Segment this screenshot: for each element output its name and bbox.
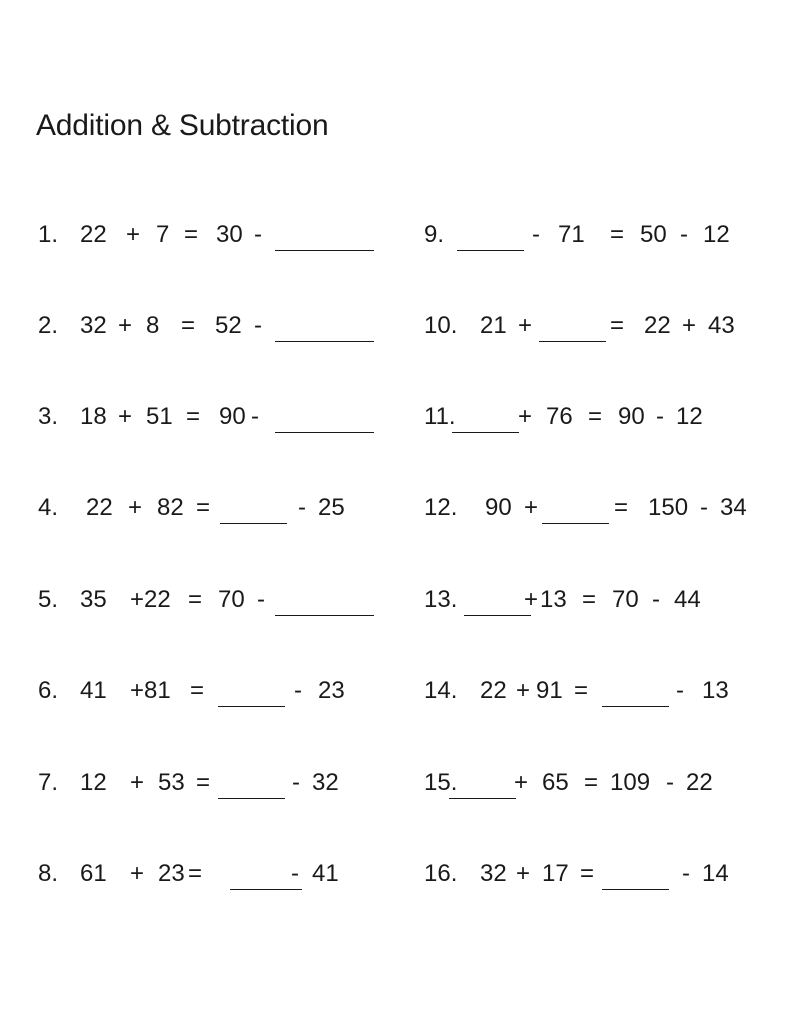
answer-blank[interactable] xyxy=(230,889,302,890)
answer-blank[interactable] xyxy=(275,615,374,616)
operator: + xyxy=(118,312,133,339)
operand: 109 xyxy=(610,769,651,796)
operand: 81 xyxy=(144,677,171,704)
equals-sign: = xyxy=(188,860,203,887)
answer-blank[interactable] xyxy=(218,798,285,799)
equals-sign: = xyxy=(196,769,211,796)
operator: - xyxy=(700,494,708,521)
operand: 13 xyxy=(540,586,567,613)
operator: + xyxy=(682,312,697,339)
operator: - xyxy=(254,312,262,339)
operand: 70 xyxy=(612,586,639,613)
operand: 41 xyxy=(312,860,339,887)
answer-blank[interactable] xyxy=(218,706,285,707)
equals-sign: = xyxy=(614,494,629,521)
operand: 8 xyxy=(146,312,160,339)
operand: 7 xyxy=(156,221,170,248)
operand: 14 xyxy=(702,860,729,887)
operand: 53 xyxy=(158,769,185,796)
operand: 12 xyxy=(80,769,107,796)
equals-sign: = xyxy=(582,586,597,613)
operand: 23 xyxy=(318,677,345,704)
operand: 17 xyxy=(542,860,569,887)
operand: 91 xyxy=(536,677,563,704)
equals-sign: = xyxy=(584,769,599,796)
equals-sign: = xyxy=(580,860,595,887)
problem-number: 15. xyxy=(424,769,458,796)
operand: 18 xyxy=(80,403,107,430)
operator: - xyxy=(292,769,300,796)
operand: 23 xyxy=(158,860,185,887)
operand: 35 xyxy=(80,586,107,613)
answer-blank[interactable] xyxy=(275,341,374,342)
operand: 32 xyxy=(80,312,107,339)
operator: + xyxy=(130,769,145,796)
operator: + xyxy=(524,586,539,613)
problem-number: 8. xyxy=(38,860,59,887)
operator: - xyxy=(652,586,660,613)
operand: 12 xyxy=(703,221,730,248)
operand: 22 xyxy=(480,677,507,704)
answer-blank[interactable] xyxy=(449,798,516,799)
operand: 22 xyxy=(86,494,113,521)
operator: - xyxy=(680,221,688,248)
equals-sign: = xyxy=(186,403,201,430)
operator: - xyxy=(298,494,306,521)
equals-sign: = xyxy=(588,403,603,430)
operand: 22 xyxy=(686,769,713,796)
problem-number: 3. xyxy=(38,403,59,430)
problem-number: 7. xyxy=(38,769,59,796)
operand: 65 xyxy=(542,769,569,796)
problem-number: 5. xyxy=(38,586,59,613)
equals-sign: = xyxy=(610,221,625,248)
answer-blank[interactable] xyxy=(602,889,669,890)
operator: + xyxy=(130,677,145,704)
answer-blank[interactable] xyxy=(452,432,519,433)
operator: + xyxy=(118,403,133,430)
answer-blank[interactable] xyxy=(275,250,374,251)
problem-number: 2. xyxy=(38,312,59,339)
operand: 13 xyxy=(702,677,729,704)
equals-sign: = xyxy=(188,586,203,613)
problem-number: 6. xyxy=(38,677,59,704)
operand: 21 xyxy=(480,312,507,339)
operand: 70 xyxy=(218,586,245,613)
operator: - xyxy=(676,677,684,704)
operand: 90 xyxy=(219,403,246,430)
operator: - xyxy=(254,221,262,248)
operator: - xyxy=(666,769,674,796)
answer-blank[interactable] xyxy=(602,706,669,707)
answer-blank[interactable] xyxy=(457,250,524,251)
operand: 51 xyxy=(146,403,173,430)
operand: 41 xyxy=(80,677,107,704)
operand: 52 xyxy=(215,312,242,339)
equals-sign: = xyxy=(196,494,211,521)
operand: 32 xyxy=(480,860,507,887)
equals-sign: = xyxy=(610,312,625,339)
operator: + xyxy=(524,494,539,521)
operand: 22 xyxy=(80,221,107,248)
operand: 90 xyxy=(618,403,645,430)
operand: 150 xyxy=(648,494,689,521)
operator: + xyxy=(130,860,145,887)
operator: + xyxy=(516,860,531,887)
equals-sign: = xyxy=(190,677,205,704)
operand: 30 xyxy=(216,221,243,248)
operand: 90 xyxy=(485,494,512,521)
operand: 43 xyxy=(708,312,735,339)
equals-sign: = xyxy=(181,312,196,339)
operator: - xyxy=(257,586,265,613)
operator: + xyxy=(128,494,143,521)
operand: 82 xyxy=(157,494,184,521)
operand: 61 xyxy=(80,860,107,887)
operator: + xyxy=(516,677,531,704)
operand: 71 xyxy=(558,221,585,248)
operator: - xyxy=(291,860,299,887)
operand: 12 xyxy=(676,403,703,430)
problem-number: 10. xyxy=(424,312,458,339)
problem-number: 9. xyxy=(424,221,445,248)
problem-number: 13. xyxy=(424,586,458,613)
operator: - xyxy=(294,677,302,704)
operator: + xyxy=(126,221,141,248)
operand: 32 xyxy=(312,769,339,796)
operator: - xyxy=(532,221,540,248)
answer-blank[interactable] xyxy=(542,523,609,524)
answer-blank[interactable] xyxy=(275,432,374,433)
operand: 22 xyxy=(644,312,671,339)
operand: 76 xyxy=(546,403,573,430)
operand: 25 xyxy=(318,494,345,521)
answer-blank[interactable] xyxy=(464,615,531,616)
problem-number: 12. xyxy=(424,494,458,521)
operator: + xyxy=(514,769,529,796)
operand: 50 xyxy=(640,221,667,248)
operand: 34 xyxy=(720,494,747,521)
operator: + xyxy=(518,403,533,430)
problem-number: 11. xyxy=(424,403,456,430)
equals-sign: = xyxy=(574,677,589,704)
problem-number: 1. xyxy=(38,221,59,248)
operator: - xyxy=(251,403,259,430)
operand: 22 xyxy=(144,586,171,613)
equals-sign: = xyxy=(184,221,199,248)
worksheet-title: Addition & Subtraction xyxy=(36,109,329,142)
answer-blank[interactable] xyxy=(220,523,287,524)
operator: + xyxy=(518,312,533,339)
operator: + xyxy=(130,586,145,613)
operator: - xyxy=(682,860,690,887)
problem-number: 16. xyxy=(424,860,458,887)
problem-number: 4. xyxy=(38,494,59,521)
operand: 44 xyxy=(674,586,701,613)
problem-number: 14. xyxy=(424,677,458,704)
answer-blank[interactable] xyxy=(539,341,606,342)
operator: - xyxy=(656,403,664,430)
